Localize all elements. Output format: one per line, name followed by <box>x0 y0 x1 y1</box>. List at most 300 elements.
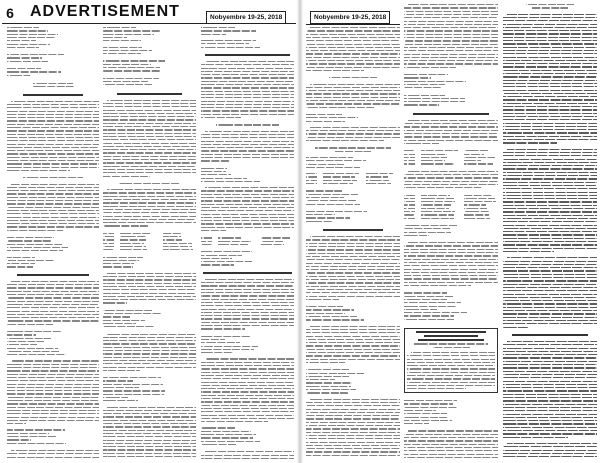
text-line <box>404 157 415 158</box>
text-line <box>306 263 400 264</box>
text-line <box>404 400 457 401</box>
text-line <box>7 47 39 48</box>
text-line <box>201 40 256 41</box>
text-line <box>7 331 62 332</box>
text-line <box>201 174 231 175</box>
text-line <box>201 168 227 169</box>
text-line <box>103 206 196 207</box>
text-line <box>201 408 294 409</box>
text-line <box>201 349 254 350</box>
text-line <box>503 327 529 328</box>
text-line <box>404 123 498 124</box>
text-line <box>404 104 439 105</box>
text-line <box>103 126 196 127</box>
text-line <box>163 249 193 250</box>
text-line <box>103 37 127 38</box>
text-line <box>201 110 294 111</box>
text-line <box>503 433 597 434</box>
text-line <box>103 78 159 79</box>
text-line <box>404 252 498 253</box>
text-line <box>201 81 294 82</box>
text-line <box>404 133 498 134</box>
text-line <box>201 230 226 231</box>
text-line <box>404 27 498 28</box>
text-line <box>306 386 351 387</box>
heading-line <box>205 54 290 56</box>
text-line <box>201 318 294 319</box>
text-line <box>201 244 212 245</box>
text-line <box>103 113 196 114</box>
text-line <box>201 101 294 102</box>
text-line <box>306 246 400 247</box>
text-line <box>7 250 63 251</box>
text-line <box>503 274 597 275</box>
text-line <box>306 243 400 244</box>
text-line <box>201 362 294 363</box>
text-line <box>103 446 196 447</box>
text-line <box>7 423 26 424</box>
text-line <box>306 292 400 293</box>
text-line <box>107 100 196 101</box>
text-line <box>306 369 349 370</box>
text-line <box>201 378 294 379</box>
text-line <box>503 90 597 91</box>
text-line <box>306 402 400 403</box>
text-line <box>503 427 597 428</box>
text-line <box>7 117 99 118</box>
text-line <box>503 218 597 219</box>
text-line <box>404 454 498 455</box>
text-line <box>7 307 99 308</box>
text-line <box>201 147 294 148</box>
text-line <box>261 237 290 238</box>
text-line <box>404 225 457 226</box>
text-line <box>7 407 99 408</box>
text-line <box>404 299 447 300</box>
text-column <box>404 4 498 460</box>
text-line <box>201 43 249 44</box>
text-line <box>306 425 400 426</box>
text-line <box>306 157 353 158</box>
text-line <box>404 302 461 303</box>
text-line <box>306 359 400 360</box>
text-line <box>7 297 99 298</box>
text-line <box>503 63 597 64</box>
page-fold <box>297 0 303 463</box>
text-line <box>503 178 597 179</box>
text-line <box>306 266 400 267</box>
text-line <box>404 262 498 263</box>
text-line <box>7 134 99 135</box>
text-line <box>201 261 252 262</box>
text-line <box>306 432 400 433</box>
text-line <box>7 220 99 221</box>
text-line <box>306 455 400 456</box>
text-line <box>11 184 99 185</box>
text-line <box>503 57 597 58</box>
text-line <box>201 227 294 228</box>
text-line <box>7 380 99 381</box>
text-line <box>306 176 317 177</box>
text-line <box>503 414 597 415</box>
text-line <box>201 241 212 242</box>
text-line <box>201 411 294 412</box>
text-line <box>306 289 400 290</box>
text-line <box>7 417 99 418</box>
text-column <box>306 27 400 460</box>
text-line <box>201 217 294 218</box>
text-line <box>103 34 154 35</box>
text-line <box>7 457 99 458</box>
text-line <box>201 391 294 392</box>
text-line <box>201 305 294 306</box>
text-line <box>7 429 65 430</box>
text-line <box>503 387 597 388</box>
text-line <box>404 269 498 270</box>
text-line <box>103 233 114 234</box>
text-line <box>503 261 597 262</box>
text-line <box>503 17 597 18</box>
text-line <box>103 357 196 358</box>
text-line <box>201 144 294 145</box>
text-line <box>205 131 294 132</box>
text-line <box>306 140 384 141</box>
text-line <box>103 149 196 150</box>
text-line <box>103 162 196 163</box>
text-line <box>7 57 42 58</box>
text-line <box>7 210 99 211</box>
text-line <box>306 60 400 61</box>
text-line <box>7 377 99 378</box>
text-line <box>7 147 99 148</box>
text-line <box>507 149 597 150</box>
text-line <box>103 60 165 61</box>
text-line <box>201 154 294 155</box>
text-column <box>103 27 196 460</box>
text-line <box>7 30 48 31</box>
text-line <box>503 367 597 368</box>
text-line <box>7 433 49 434</box>
text-line <box>306 409 400 410</box>
text-line <box>503 66 597 67</box>
text-line <box>306 376 349 377</box>
text-line <box>503 159 597 160</box>
text-line <box>503 126 597 127</box>
text-line <box>103 192 196 193</box>
text-line <box>7 287 99 288</box>
text-line <box>201 431 251 432</box>
text-line <box>404 198 415 199</box>
text-line <box>306 336 400 337</box>
text-line <box>404 265 498 266</box>
text-line <box>503 404 597 405</box>
text-line <box>404 187 481 188</box>
text-line <box>7 34 58 35</box>
text-line <box>306 93 400 94</box>
text-line <box>503 152 597 153</box>
text-line <box>421 214 455 215</box>
text-line <box>306 438 400 439</box>
text-line <box>306 296 400 297</box>
section-title: ADVERTISEMENT <box>30 3 180 20</box>
text-column <box>201 27 294 460</box>
text-line <box>201 97 294 98</box>
text-line <box>503 394 597 395</box>
text-line <box>306 373 364 374</box>
text-line <box>404 163 415 164</box>
text-line <box>366 176 388 177</box>
text-line <box>503 300 597 301</box>
text-line <box>421 163 454 164</box>
text-line <box>507 14 597 15</box>
notice-box <box>404 328 498 393</box>
text-line <box>306 67 400 68</box>
text-line <box>103 199 196 200</box>
text-line <box>218 244 250 245</box>
text-line <box>404 57 498 58</box>
text-line <box>103 296 196 297</box>
text-line <box>503 24 597 25</box>
text-line <box>11 360 99 361</box>
text-line <box>306 349 400 350</box>
text-line <box>201 365 294 366</box>
text-line <box>404 60 498 61</box>
issue-date: Nobyembre 19-25, 2018 <box>206 11 286 24</box>
text-line <box>306 173 317 174</box>
text-line <box>306 34 400 35</box>
text-line <box>503 96 597 97</box>
text-line <box>421 201 455 202</box>
text-line <box>503 129 597 130</box>
text-line <box>306 355 400 356</box>
text-line <box>503 43 597 44</box>
text-line <box>7 150 99 151</box>
text-line <box>103 209 196 210</box>
text-line <box>103 276 196 277</box>
text-line <box>503 310 597 311</box>
text-line <box>503 30 597 31</box>
text-line <box>201 178 247 179</box>
text-line <box>503 357 597 358</box>
text-line <box>7 40 36 41</box>
text-line <box>201 84 294 85</box>
text-line <box>306 160 366 161</box>
text-line <box>503 407 597 408</box>
page-number: 6 <box>6 5 14 21</box>
text-line <box>404 420 452 421</box>
text-line <box>103 27 136 28</box>
text-line <box>107 273 196 274</box>
text-line <box>503 303 597 304</box>
text-line <box>103 129 196 130</box>
text-line <box>103 320 145 321</box>
text-line <box>103 289 196 290</box>
text-line <box>507 443 597 444</box>
text-line <box>404 130 498 131</box>
text-line <box>201 71 294 72</box>
text-line <box>7 170 70 171</box>
text-line <box>404 34 498 35</box>
text-line <box>404 95 445 96</box>
text-line <box>32 86 74 87</box>
text-line <box>404 211 415 212</box>
text-line <box>404 67 456 68</box>
text-line <box>310 326 400 327</box>
text-line <box>103 313 161 314</box>
text-line <box>404 275 498 276</box>
text-line <box>503 351 597 352</box>
text-line <box>103 225 148 226</box>
text-line <box>323 176 355 177</box>
text-line <box>306 90 400 91</box>
text-line <box>7 384 99 385</box>
text-line <box>201 34 226 35</box>
text-line <box>120 233 151 234</box>
text-line <box>404 63 498 64</box>
text-line <box>7 226 99 227</box>
text-line <box>103 172 196 173</box>
text-line <box>464 214 489 215</box>
text-line <box>503 208 597 209</box>
text-line <box>103 266 133 267</box>
text-line <box>103 136 196 137</box>
text-line <box>503 423 597 424</box>
text-line <box>201 210 294 211</box>
text-line <box>503 248 597 249</box>
text-line <box>503 182 597 183</box>
text-line <box>103 40 141 41</box>
text-line <box>103 156 196 157</box>
text-line <box>404 143 439 144</box>
text-line <box>507 257 597 258</box>
heading-line <box>512 334 589 336</box>
text-line <box>306 47 400 48</box>
text-line <box>103 380 133 381</box>
text-line <box>7 111 99 112</box>
text-line <box>201 302 294 303</box>
text-line <box>306 306 343 307</box>
text-line <box>503 446 597 447</box>
text-line <box>103 299 196 300</box>
text-line <box>404 437 498 438</box>
text-line <box>7 354 66 355</box>
text-line <box>404 214 415 215</box>
text-line <box>306 239 400 240</box>
text-line <box>404 315 454 316</box>
text-line <box>11 450 99 451</box>
text-line <box>201 441 260 442</box>
text-line <box>201 114 294 115</box>
text-line <box>503 70 597 71</box>
text-line <box>503 201 597 202</box>
text-line <box>103 67 160 68</box>
text-line <box>404 101 465 102</box>
text-line <box>464 198 495 199</box>
text-line <box>503 294 597 295</box>
text-line <box>7 436 57 437</box>
text-line <box>503 297 597 298</box>
text-line <box>366 183 391 184</box>
text-line <box>404 208 415 209</box>
text-line <box>201 375 294 376</box>
text-line <box>103 420 196 421</box>
text-line <box>7 304 99 305</box>
text-line <box>404 255 498 256</box>
text-line <box>201 372 294 373</box>
text-line <box>103 202 196 203</box>
text-line <box>503 221 597 222</box>
text-line <box>464 160 481 161</box>
text-line <box>503 27 597 28</box>
text-line <box>7 311 99 312</box>
text-line <box>103 116 196 117</box>
text-line <box>404 24 498 25</box>
text-line <box>306 121 345 122</box>
text-line <box>366 173 393 174</box>
text-line <box>306 299 339 300</box>
text-line <box>306 342 400 343</box>
text-line <box>120 246 147 247</box>
text-line <box>7 124 99 125</box>
text-line <box>7 291 99 292</box>
heading-line <box>203 272 291 274</box>
text-line <box>120 243 144 244</box>
text-line <box>464 201 496 202</box>
text-line <box>7 193 99 194</box>
text-line <box>503 453 597 454</box>
text-line <box>421 208 449 209</box>
text-line <box>201 194 294 195</box>
text-line <box>201 315 294 316</box>
text-line <box>464 150 488 151</box>
text-line <box>421 154 447 155</box>
text-line <box>404 306 457 307</box>
text-line <box>404 30 498 31</box>
text-line <box>103 400 138 401</box>
text-line <box>503 20 597 21</box>
text-line <box>404 245 498 246</box>
text-line <box>404 126 498 127</box>
text-line <box>404 160 415 161</box>
text-line <box>503 195 597 196</box>
text-line <box>306 259 400 260</box>
text-line <box>103 423 196 424</box>
text-line <box>503 450 597 451</box>
text-line <box>404 14 498 15</box>
text-line <box>7 351 59 352</box>
text-line <box>205 451 294 452</box>
text-line <box>503 142 557 143</box>
text-line <box>503 80 597 81</box>
text-line <box>404 403 453 404</box>
text-line <box>103 370 140 371</box>
text-line <box>103 236 114 237</box>
text-line <box>310 84 400 85</box>
text-line <box>201 237 212 238</box>
text-line <box>7 348 58 349</box>
text-line <box>201 421 268 422</box>
text-line <box>404 40 498 41</box>
text-line <box>404 44 498 45</box>
text-line <box>306 269 400 270</box>
text-line <box>404 181 498 182</box>
heading-line <box>23 94 83 96</box>
text-line <box>404 259 498 260</box>
text-line <box>503 251 554 252</box>
text-line <box>7 167 99 168</box>
text-line <box>103 410 196 411</box>
text-line <box>201 336 251 337</box>
